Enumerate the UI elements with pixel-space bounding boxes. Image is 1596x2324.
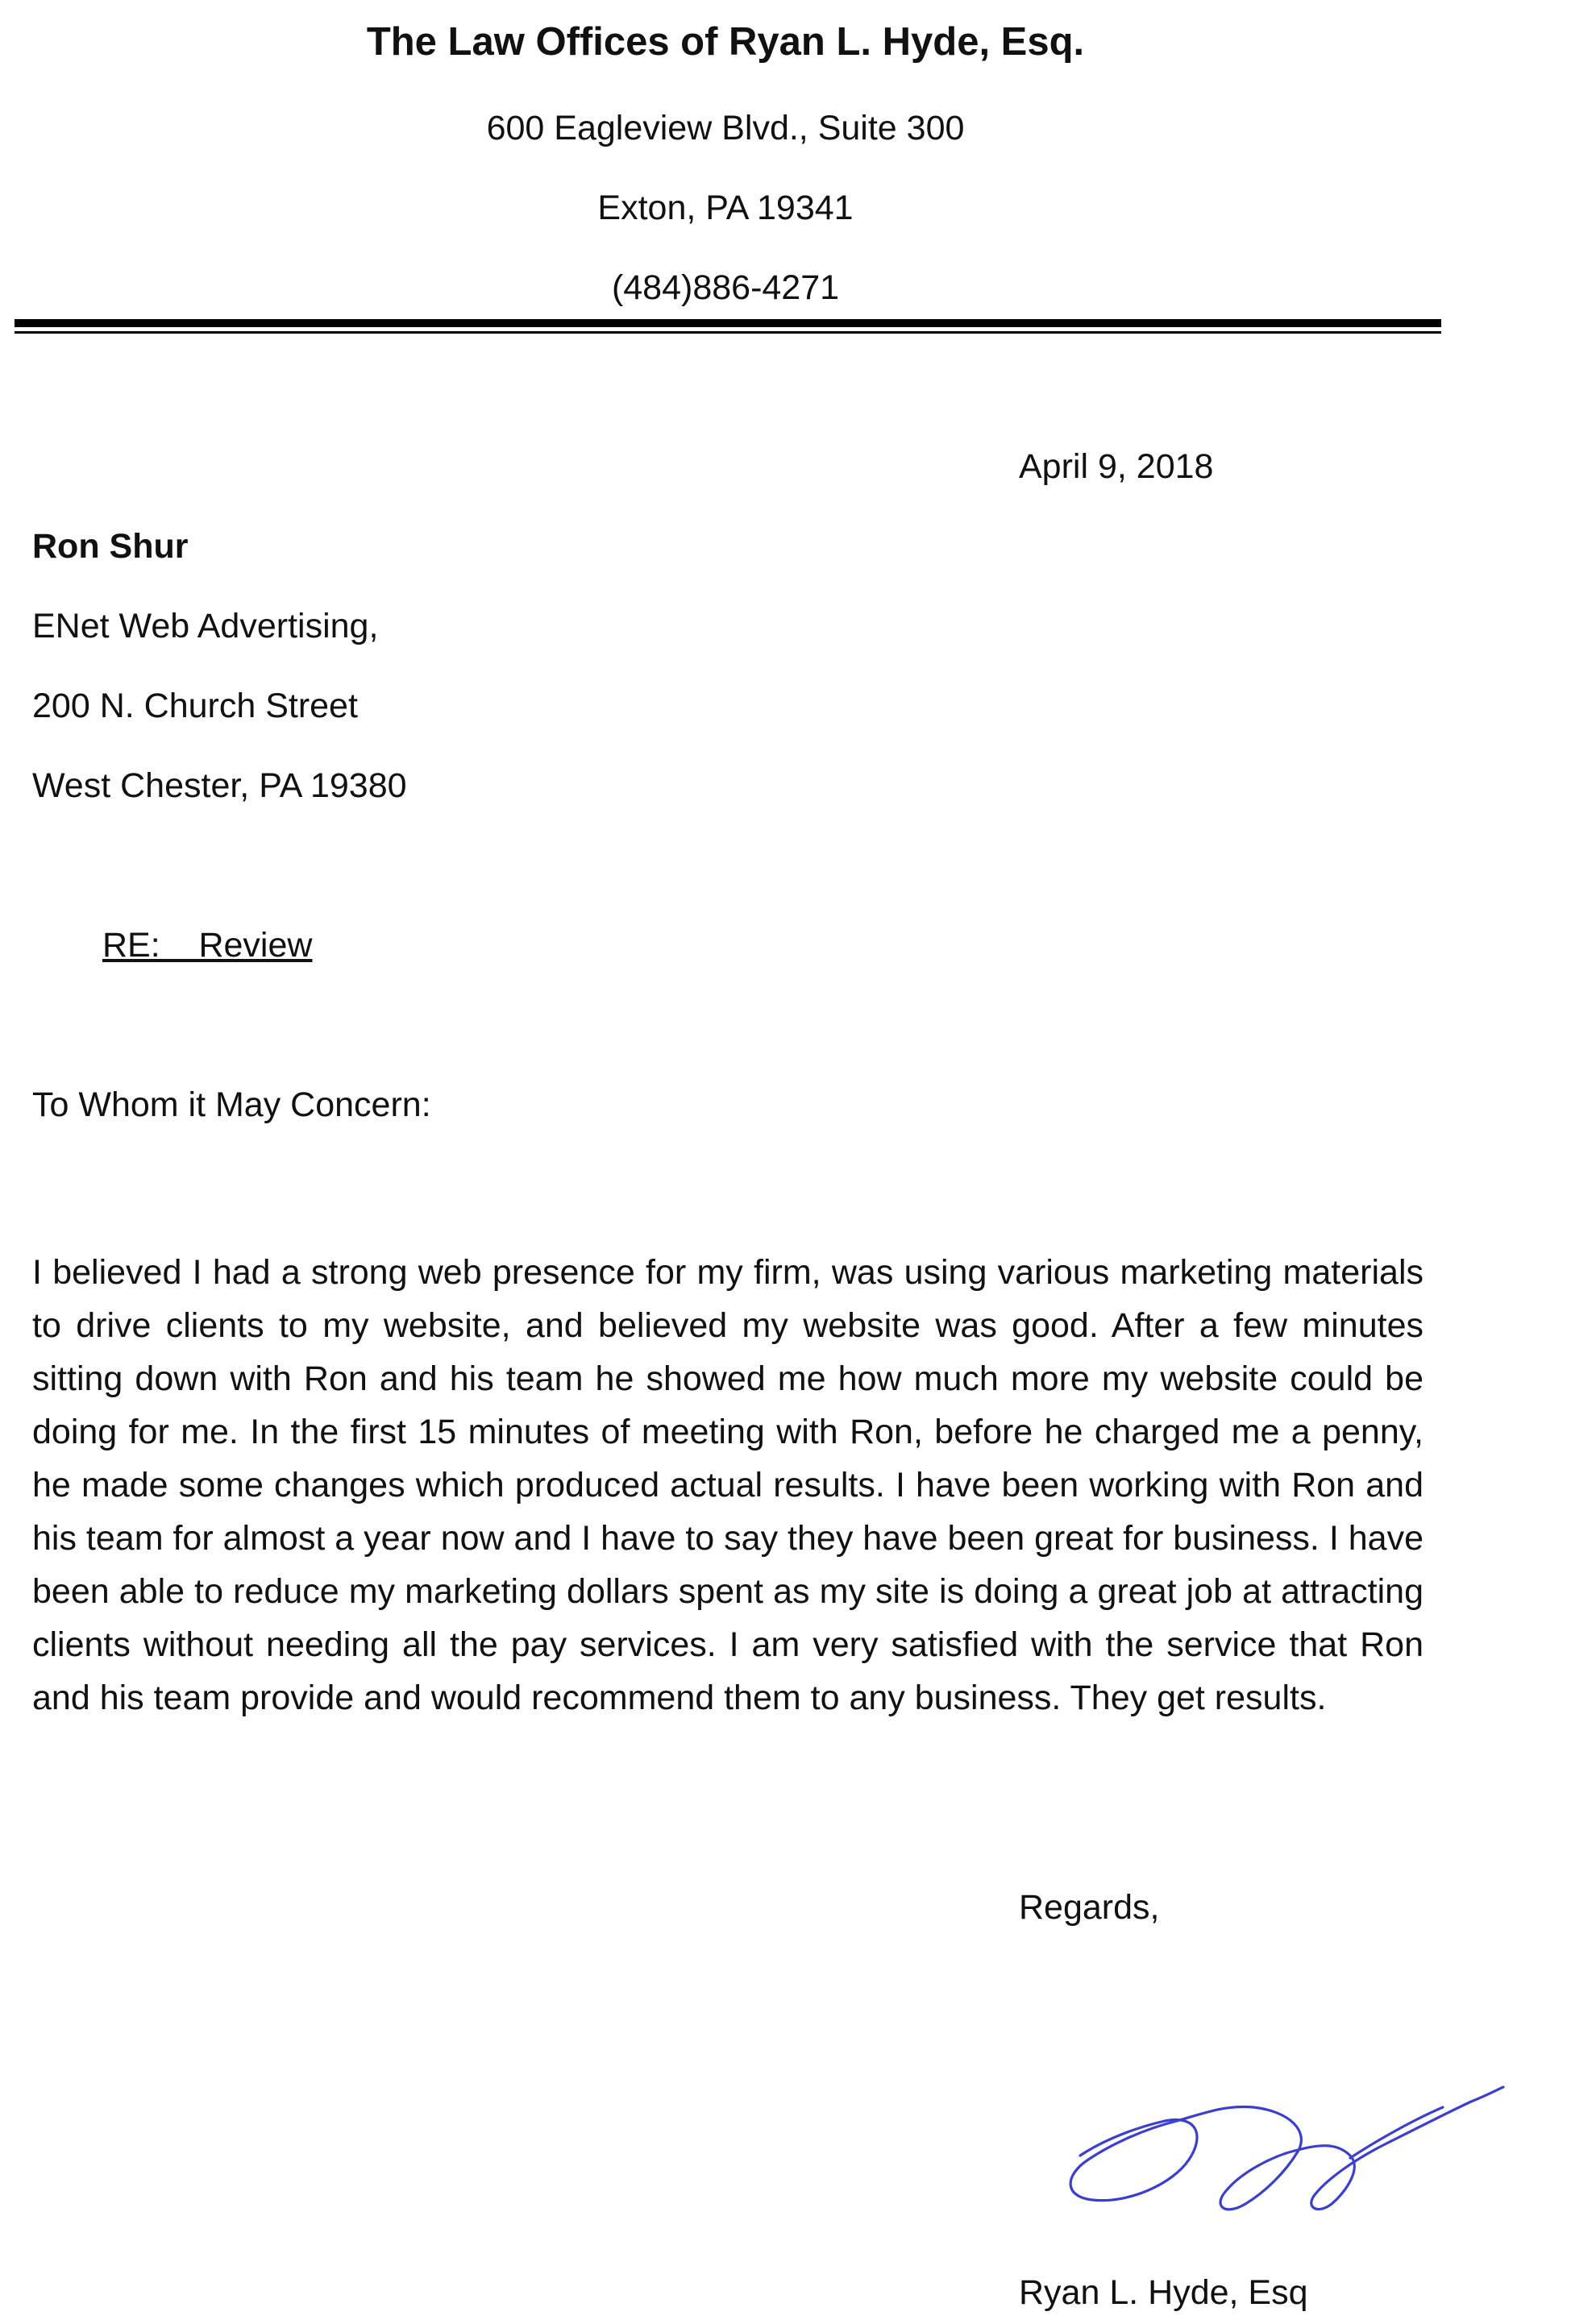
letterhead-divider-thin — [15, 331, 1441, 334]
recipient-company: ENet Web Advertising, — [32, 607, 379, 645]
letter-date: April 9, 2018 — [1019, 447, 1214, 486]
signer-name: Ryan L. Hyde, Esq — [1019, 2273, 1308, 2312]
firm-phone: (484)886-4271 — [611, 268, 840, 307]
firm-address-line1: 600 Eagleview Blvd., Suite 300 — [486, 109, 965, 147]
letter-body-paragraph: I believed I had a strong web presence for my firm, was using various marketing materials to drive clients to my website, and believed my website was good. After a few minutes sitting down with Ron and his team he showed me how much more my website could be doing for me. In the first 15 minutes of meeting with Ron, before he charged me a penny, he made some changes which produced actual results. I have been working with Ron and his team for almost a year now and I have to say they have been great for business. I have been able to reduce my marketing dollars spent as my site is doing a great job at attracting clients without needing all the pay services. I am very satisfied with the service that Ron and his team provide and would recommend them to any business. They get results. — [32, 1253, 1424, 1717]
firm-name: The Law Offices of Ryan L. Hyde, Esq. — [366, 20, 1085, 64]
re-subject-line: RE: Review — [102, 926, 313, 965]
recipient-name: Ron Shur — [32, 527, 189, 566]
letterhead-divider-thick — [15, 319, 1441, 327]
recipient-city-state-zip: West Chester, PA 19380 — [32, 766, 407, 805]
recipient-street: 200 N. Church Street — [32, 687, 358, 725]
handwritten-signature — [1032, 2063, 1515, 2224]
firm-address-line2: Exton, PA 19341 — [597, 189, 854, 227]
closing: Regards, — [1019, 1888, 1160, 1927]
salutation: To Whom it May Concern: — [32, 1085, 431, 1124]
